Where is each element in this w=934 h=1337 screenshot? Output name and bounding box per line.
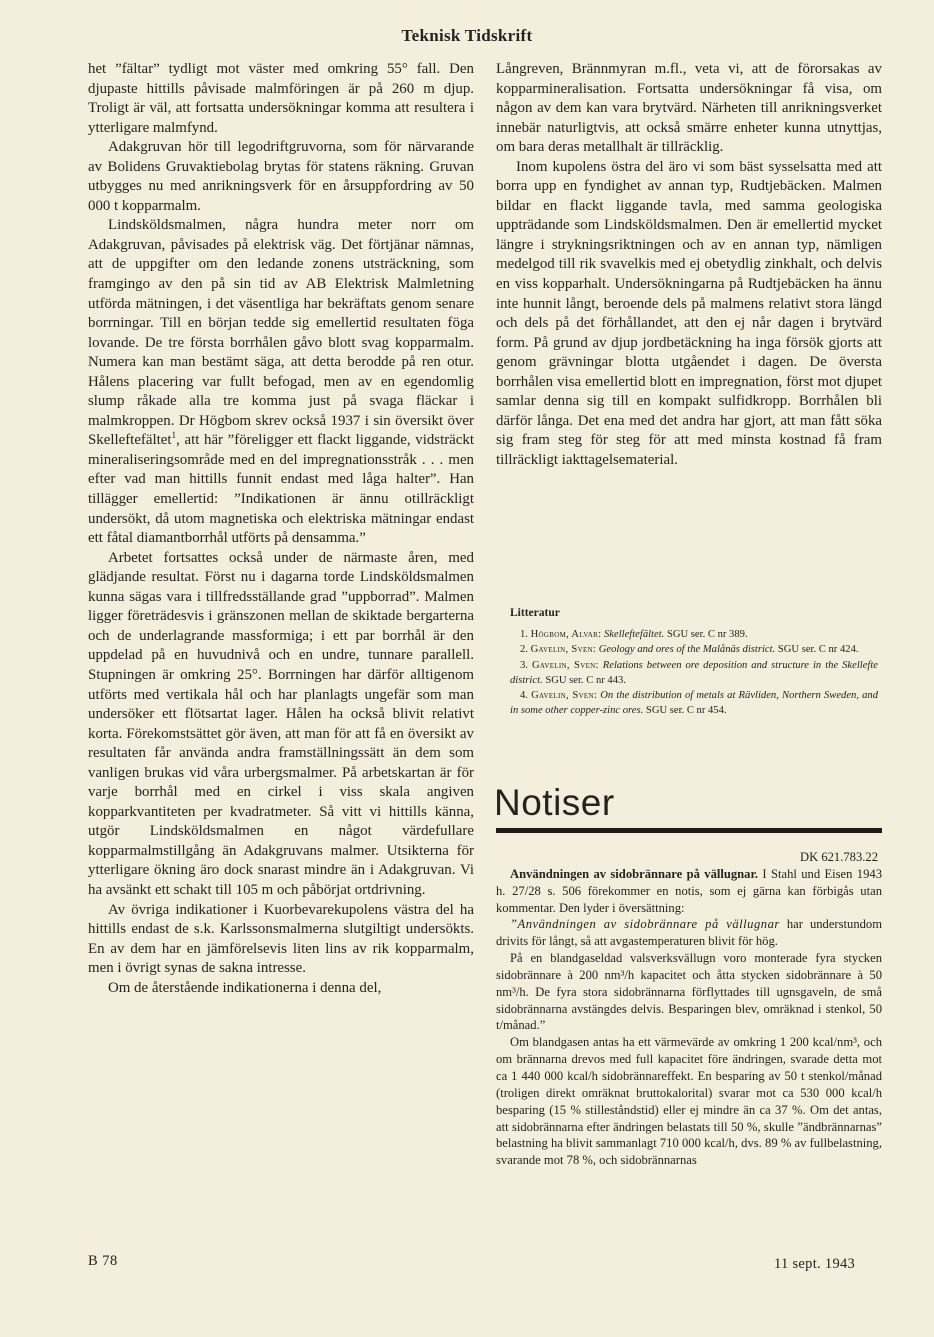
reference-title: Geology and ores of the Malånäs district. <box>598 644 776 656</box>
page-number: B 78 <box>88 1253 118 1269</box>
issue-date: 11 sept. 1943 <box>774 1256 856 1272</box>
dk-classification: DK 621.783.22 <box>799 850 878 864</box>
left-column <box>88 60 474 998</box>
literature-list <box>510 627 878 718</box>
section-rule <box>496 828 882 833</box>
reference-item <box>510 658 878 688</box>
paragraph <box>496 916 882 950</box>
text-run: I Stahl und Eisen 1943 h. 27/28 s. 506 förekommer en notis, som ej gärna kan förbigås utan kommentar. Den lyder i översättning: <box>496 866 882 915</box>
paragraph: På en blandgaseldad valsverksvällugn voro monterade fyra stycken sidobrännare à 200 nm³/h kapacitet och åtta stycken sidobrännare à 50 nm³/h. De fyra stora sidobrännarna förflyttades till ugnsgaveln, de små sidobrännarna avstängdes delvis. Besparingen blev, omräknad i stenkol, 50 t/månad.” <box>496 951 882 1033</box>
text-run: , att här ”föreligger ett flackt liggande, vidsträckt mineraliseringsområde med en del impregnationsstråk . . . men efter vad man hittills funnit endast med låga halter”. Han tillägger emellertid: ”Indikationen är ännu otillräckligt undersökt, då utom magnetiska och elektriska mätningar endast ett fåtal diamantborrhål utförts på densamma.” <box>88 432 474 547</box>
reference-title: Relations between ore deposition and structure in the Skellefte district. <box>510 659 879 686</box>
journal-header <box>0 26 934 46</box>
reference-item <box>510 642 878 657</box>
reference-author: Gavelin, Sven: <box>531 690 598 702</box>
reference-source: SGU ser. C nr 443. <box>545 674 626 686</box>
text-run: har understundom drivits för långt, så att avgastemperaturen blivit för hög. <box>496 917 883 949</box>
quote-emphasis: ”Användningen av sidobrännare på vällugnar <box>510 917 780 932</box>
paragraph: Inom kupolens östra del äro vi som bäst sysselsatta med att borra upp en fyndighet av annan typ, Rudtjebäcken. Malmen bildar en flackt liggande tavla, med samma geologiska uppträdande som Lindsköldsmalmen. Den är emellertid mycket längre i strykningsriktningen och av en annan typ, nämligen medelgod till rik svavelkis med ej obetydlig zinkhalt, och delvis en viss kopparhalt. Undersökningarna på Rudtjebäcken ha ännu inte hunnit långt, beroende dels på malmens relativt stora längd och dels på det förhållandet, att den ej når dagen i brytvärd form. På grund av djup jordbetäckning ha inga försök gjorts att genom grävningar blotta utgåendet i dagen. De översta borrhålen visa emellertid blott en impregnation, först mot djupet samlar denna sig till en kompakt sulfidkropp. Borrhålen bli därför långa. Det ena med det andra har gjort, att man fått söka sig fram steg för steg för att med minsta kostnad få fram tillräckligt iakttagelsematerial. <box>496 158 882 468</box>
paragraph: Adakgruvan hör till legodriftgruvorna, som för närvarande av Bolidens Gruvaktiebolag brytas för statens räkning. Gruvan utbygges nu med anrikningsverk för en årsuppfordring av 50 000 t kopparmalm. <box>88 139 474 214</box>
reference-source: SGU ser. C nr 454. <box>645 705 727 717</box>
footnote-ref: 1 <box>171 430 177 441</box>
paragraph: Om de återstående indikationerna i denna del, <box>108 979 382 996</box>
reference-number: 3. <box>520 659 528 671</box>
paragraph: Om blandgasen antas ha ett värmevärde av omkring 1 200 kcal/nm³, och om brännarna drevos med full kapacitet före ändringen, svarade detta mot ca 1 440 000 kcal/h sidobrännareffekt. En besparing av 50 t stenkol/månad (troligen direkt omräknat bruttokalorital) svarar mot ca 530 000 kcal/h besparing (15 % stilleståndstid) eller ej mindre än ca 37 %. Om det antas, att sidobrännarna efter ändringen belastats till 50 %, skulle ”ändbrännarnas” belastning ha blivit sammanlagt 710 000 kcal/h, dvs. 89 % av fullbelastning, svarande mot 78 %, och sidobrännarnas <box>496 1035 882 1168</box>
notiser-section <box>496 849 882 1169</box>
text-run: Lindsköldsmalmen, några hundra meter norr om Adakgruvan, påvisades på elektrisk väg. Det förtjänar nämnas, att de uppgifter om den ledande zonens utsträckning, som framgingo av den på sin tid av AB Elektrisk Malmletning utförda mätningen, i det väsentliga har bekräftats genom senare borrningar. Till en början tedde sig emellertid resultaten föga lovande. De tre första borrhålen gåvo blott svag kopparmalm. Numera kan man bestämt säga, att detta berodde på ren otur. Hålens placering var fullt befogad, men av en egendomlig slump råkade alla tre komma just på svaga fläckar i malmkroppen. Dr Högbom skrev också 1937 i sin översikt över Skelleftefältet <box>88 217 474 449</box>
paragraph: Långreven, Brännmyran m.fl., veta vi, att de förorsakas av kopparmineralisation. Fortsatta undersökningar få visa, om någon av dem kan vara brytvärd. Närheten till anrikningsverket innebär naturligtvis, att också smärre enheter kunna utnyttjas, om bara deras metallhalt är tillräcklig. <box>496 61 882 156</box>
reference-item <box>510 627 878 642</box>
paragraph <box>88 216 474 548</box>
reference-title: On the distribution of metals at Rävliden, Northern Sweden, and in some other copper-zinc ores. <box>510 690 879 717</box>
reference-source: SGU ser. C nr 389. <box>666 629 748 641</box>
reference-author: Gavelin, Sven: <box>530 644 597 656</box>
paragraph <box>496 866 882 917</box>
notice-lead: Användningen av sidobrännare på vällugnar. <box>510 866 759 881</box>
literature-section <box>510 606 878 718</box>
paragraph: Av övriga indikationer i Kuorbevarekupolens västra del ha hittills endast de s.k. Karlssonsmalmerna slutgiltigt undersökts. En av dem har en jämförelsevis liten lins av rik kopparmalm, men i övrigt synas de sakna intresse. <box>88 901 474 977</box>
reference-number: 1. <box>520 629 528 641</box>
journal-title: Teknisk Tidskrift <box>401 26 533 45</box>
notiser-heading: Notiser <box>494 782 615 823</box>
paragraph: het ”fältar” tydligt mot väster med omkring 55° fall. Den djupaste hittills påvisade malmföringen är på 260 m djup. Troligt är väl, att fortsatta undersökningar komma att resultera i ytterligare malmfynd. <box>88 61 474 136</box>
reference-title: Skelleftefältet. <box>604 629 665 641</box>
literature-heading: Litteratur <box>510 607 560 619</box>
paragraph: Arbetet fortsattes också under de närmaste åren, med glädjande resultat. Först nu i dagarna torde Lindsköldsmalmen kunna sägas vara i tillfredsställande grad ”uppborrad”. Malmen ligger företrädesvis i gränszonen mellan de skiktade bergarterna och de underlagrande massformiga; i ett par borrhål är den uppdelad på en huvudnivå och en undre, tunnare parallell. Stupningen är omkring 25°. Borrningen har därför alltigenom utförts med vertikala hål och har planlagts ungefär som man undersöker ett flötsartat lager. Hålen ha också blivit relativt korta. Förekomstsättet gör även, att man för att få en översikt av resultaten får använda andra framställningssätt än dem som vanligen brukas vid våra urbergsmalmer. På arbetskartan är för varje borrhål med en cirkel i viss skala angiven kopparkvantiteten per kvadratmeter. Så vitt vi hittills känna, utgör Lindsköldsmalmen en något värdefullare kopparmalmstillgång än Adakgruvans malmer. Utsikterna för ytterligare ökning äro dock snarast mindre än i Adakgruvan. Vi ha avsänkt ett schakt till 105 m och påbörjat ortdrivning. <box>88 549 474 898</box>
reference-author: Gavelin, Sven: <box>531 659 599 671</box>
reference-number: 4. <box>520 690 528 702</box>
reference-source: SGU ser. C nr 424. <box>777 644 859 656</box>
reference-number: 2. <box>520 644 528 656</box>
reference-author: Högbom, Alvar: <box>530 629 602 641</box>
right-column <box>496 60 882 470</box>
reference-item <box>510 688 878 718</box>
